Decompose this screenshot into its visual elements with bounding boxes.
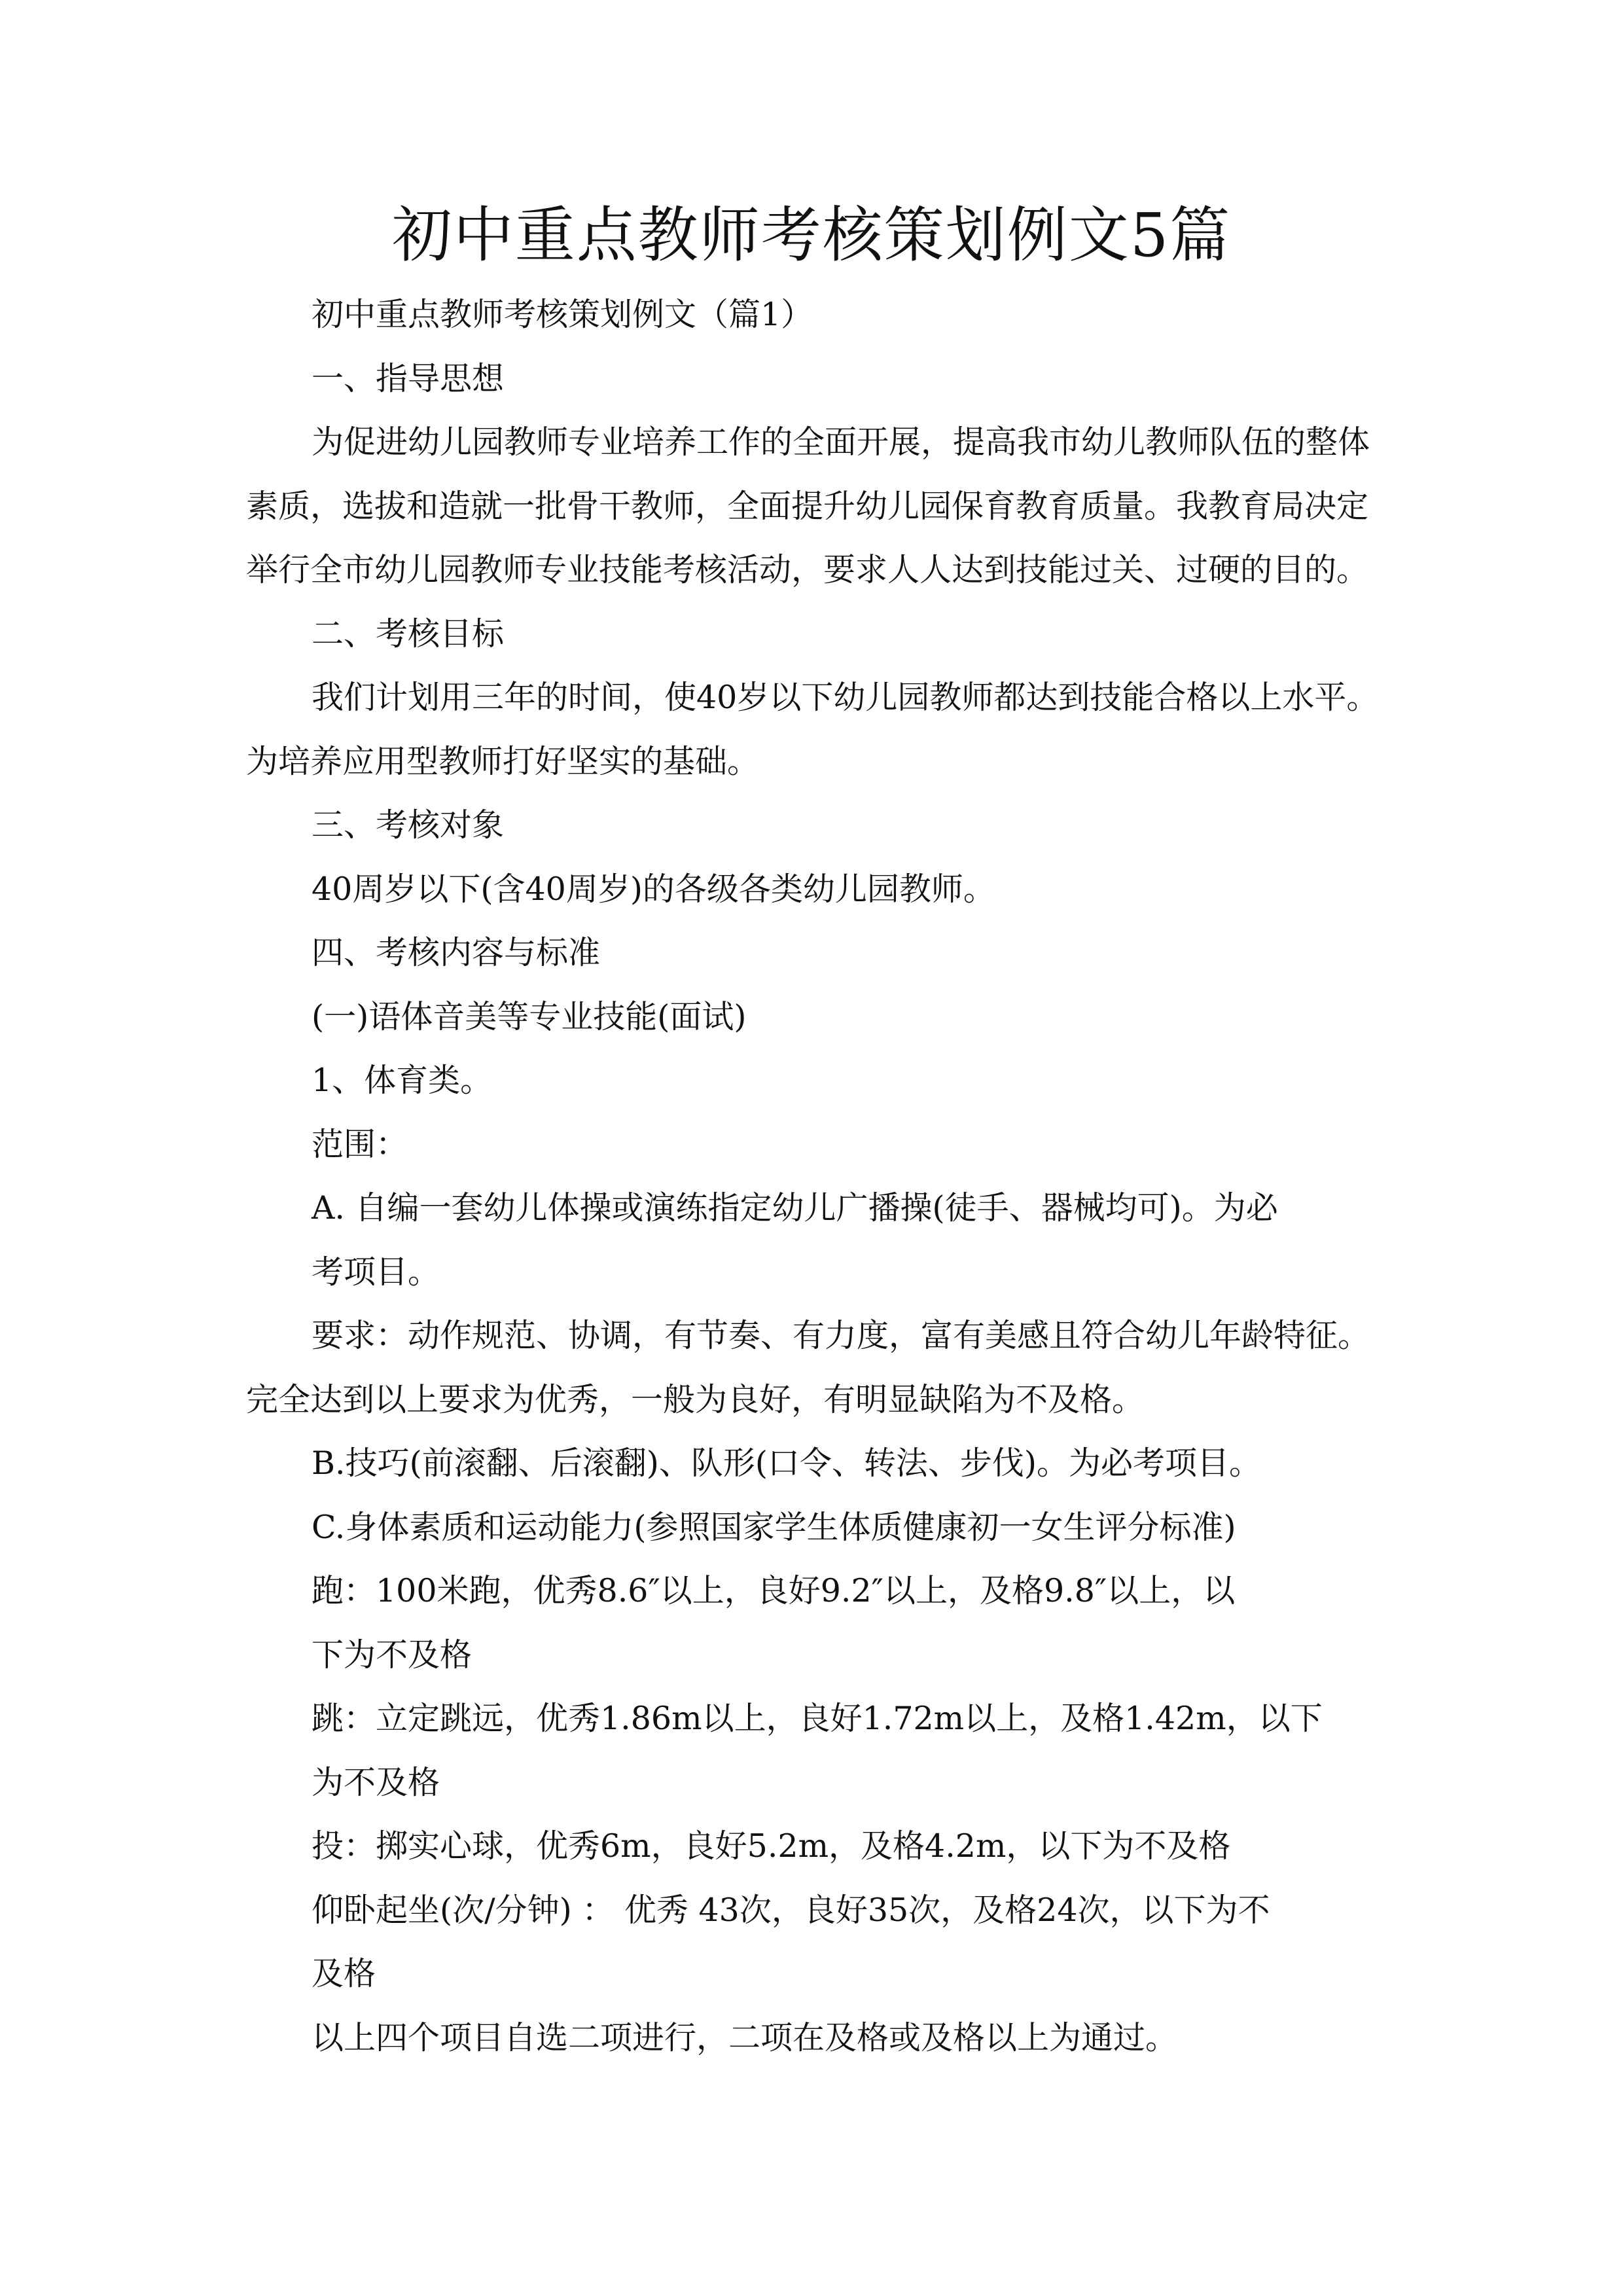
- item-a-cont: 考项目。: [312, 1253, 440, 1291]
- paragraph-line: 为培养应用型教师打好坚实的基础。: [246, 742, 760, 780]
- heading-assessment-target: 三、考核对象: [312, 806, 505, 844]
- section-heading: 初中重点教师考核策划例文（篇1）: [312, 296, 813, 333]
- document-body: [0, 283, 1623, 2070]
- heading-guiding-ideology: 一、指导思想: [312, 359, 505, 397]
- throw-standard: 投：掷实心球，优秀6m，良好5.2m，及格4.2m，以下为不及格: [312, 1827, 1231, 1865]
- run-standard-cont: 下为不及格: [312, 1636, 473, 1674]
- document-title: 初中重点教师考核策划例文5篇: [391, 200, 1232, 270]
- heading-assessment-goal: 二、考核目标: [312, 615, 505, 653]
- requirements-line: 要求：动作规范、协调，有节奏、有力度，富有美感且符合幼儿年龄特征。: [312, 1317, 1370, 1354]
- item-a: A. 自编一套幼儿体操或演练指定幼儿广播操(徒手、器械均可)。为必: [312, 1189, 1278, 1227]
- item-c: C.身体素质和运动能力(参照国家学生体质健康初一女生评分标准): [312, 1508, 1236, 1546]
- paragraph-line: 素质，选拔和造就一批骨干教师，全面提升幼儿园保育教育质量。我教育局决定: [246, 487, 1369, 525]
- selection-rule: 以上四个项目自选二项进行，二项在及格或及格以上为通过。: [312, 2018, 1178, 2056]
- run-standard: 跑：100米跑，优秀8.6″以上，良好9.2″以上，及格9.8″以上，以: [312, 1572, 1236, 1609]
- heading-content-standards: 四、考核内容与标准: [312, 934, 601, 971]
- paragraph-line: 为促进幼儿园教师专业培养工作的全面开展，提高我市幼儿教师队伍的整体: [312, 423, 1370, 461]
- paragraph-line: 举行全市幼儿园教师专业技能考核活动，要求人人达到技能过关、过硬的目的。: [246, 551, 1369, 588]
- requirements-line: 完全达到以上要求为优秀，一般为良好，有明显缺陷为不及格。: [246, 1380, 1145, 1418]
- label-scope: 范围：: [312, 1125, 408, 1163]
- situp-standard: 仰卧起坐(次/分钟) ： 优秀 43次，良好35次，及格24次，以下为不: [312, 1891, 1270, 1929]
- paragraph-line: 40周岁以下(含40周岁)的各级各类幼儿园教师。: [312, 870, 995, 908]
- paragraph-line: 我们计划用三年的时间，使40岁以下幼儿园教师都达到技能合格以上水平。: [312, 679, 1379, 716]
- jump-standard: 跳：立定跳远，优秀1.86m以上，良好1.72m以上，及格1.42m，以下: [312, 1700, 1323, 1737]
- item-b: B.技巧(前滚翻、后滚翻)、队形(口令、转法、步伐)。为必考项目。: [312, 1444, 1262, 1482]
- situp-standard-cont: 及格: [312, 1955, 376, 1992]
- jump-standard-cont: 为不及格: [312, 1763, 440, 1801]
- subheading-skills: (一)语体音美等专业技能(面试): [312, 997, 747, 1035]
- subheading-sports: 1、体育类。: [312, 1062, 493, 1099]
